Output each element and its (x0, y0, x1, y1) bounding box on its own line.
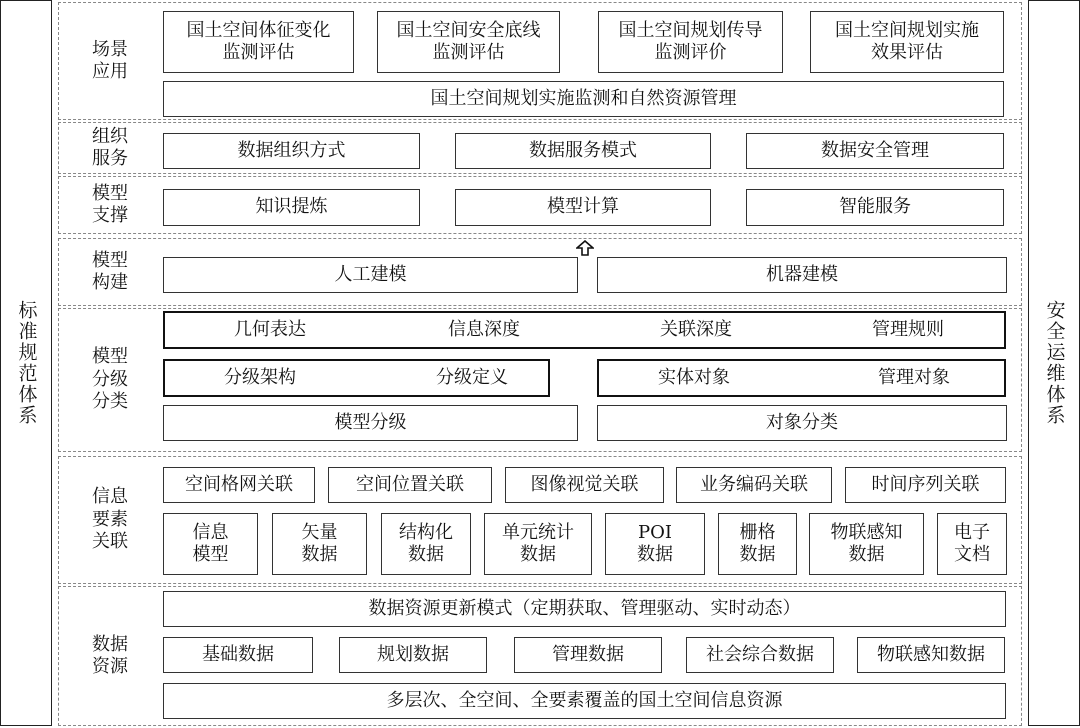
info-link-business-code: 业务编码关联 (676, 467, 832, 503)
data-social: 社会综合数据 (686, 637, 834, 673)
classify-entity-object: 实体对象 (658, 366, 730, 388)
support-box-2: 模型计算 (455, 189, 711, 226)
layer-label: 模型 构建 (92, 249, 128, 293)
layer-model-support (58, 176, 1022, 234)
data-update-mode-bar: 数据资源更新模式（定期获取、管理驱动、实时动态） (163, 591, 1006, 627)
info-data-structured: 结构化 数据 (381, 513, 471, 575)
scene-box-1: 国土空间体征变化 监测评估 (163, 11, 354, 73)
data-iot: 物联感知数据 (857, 637, 1005, 673)
classify-mgmt-object: 管理对象 (878, 366, 950, 388)
build-box-manual: 人工建模 (163, 257, 578, 293)
org-box-1: 数据组织方式 (163, 133, 420, 169)
layer-label: 模型 支撑 (92, 182, 128, 226)
info-link-time-series: 时间序列关联 (845, 467, 1006, 503)
info-data-raster: 栅格 数据 (718, 513, 797, 575)
data-management: 管理数据 (514, 637, 662, 673)
support-box-3: 智能服务 (746, 189, 1004, 226)
security-ops-system-column (1028, 0, 1080, 726)
info-link-image: 图像视觉关联 (505, 467, 664, 503)
layer-label: 数据 资源 (92, 633, 128, 677)
classify-geometry: 几何表达 (234, 318, 306, 340)
classify-info-depth: 信息深度 (448, 318, 520, 340)
info-link-location: 空间位置关联 (328, 467, 492, 503)
info-data-poi: POI 数据 (605, 513, 705, 575)
info-data-unit-stats: 单元统计 数据 (484, 513, 592, 575)
info-link-grid: 空间格网关联 (163, 467, 315, 503)
layer-info-association (58, 456, 1022, 584)
info-data-model: 信息 模型 (163, 513, 258, 575)
org-box-2: 数据服务模式 (455, 133, 711, 169)
classify-model-grading: 模型分级 (163, 405, 578, 441)
build-box-machine: 机器建模 (597, 257, 1007, 293)
classify-definition: 分级定义 (436, 366, 508, 388)
layer-label: 场景 应用 (92, 38, 128, 82)
data-planning: 规划数据 (339, 637, 487, 673)
security-ops-system-label: 安全运维体系 (1043, 300, 1066, 426)
info-data-documents: 电子 文档 (937, 513, 1007, 575)
classify-link-depth: 关联深度 (660, 318, 732, 340)
standards-system-label: 标准规范体系 (15, 300, 38, 426)
layer-org-service (58, 122, 1022, 174)
classify-object-category: 对象分类 (597, 405, 1007, 441)
layer-data-resources (58, 586, 1022, 726)
support-box-1: 知识提炼 (163, 189, 420, 226)
data-basic: 基础数据 (163, 637, 313, 673)
info-data-iot: 物联感知 数据 (809, 513, 924, 575)
classify-hierarchy: 分级架构 (224, 366, 296, 388)
layer-scene-application (58, 2, 1022, 120)
standards-system-column (0, 0, 52, 726)
layer-model-construction (58, 238, 1022, 306)
classify-mgmt-rules: 管理规则 (872, 318, 944, 340)
info-data-vector: 矢量 数据 (272, 513, 367, 575)
scene-bar: 国土空间规划实施监测和自然资源管理 (163, 81, 1004, 117)
scene-box-2: 国土空间安全底线 监测评估 (377, 11, 560, 73)
org-box-3: 数据安全管理 (746, 133, 1004, 169)
classify-row2-right-box (597, 359, 1006, 397)
layer-model-classification (58, 308, 1022, 452)
scene-box-4: 国土空间规划实施 效果评估 (810, 11, 1004, 73)
scene-box-3: 国土空间规划传导 监测评价 (598, 11, 783, 73)
classify-row1-box (163, 311, 1006, 349)
classify-row2-left-box (163, 359, 550, 397)
data-resource-bar: 多层次、全空间、全要素覆盖的国土空间信息资源 (163, 683, 1006, 719)
layer-label: 信息 要素 关联 (92, 486, 128, 553)
layer-label: 组织 服务 (92, 125, 128, 169)
layer-label: 模型 分级 分类 (92, 346, 128, 413)
